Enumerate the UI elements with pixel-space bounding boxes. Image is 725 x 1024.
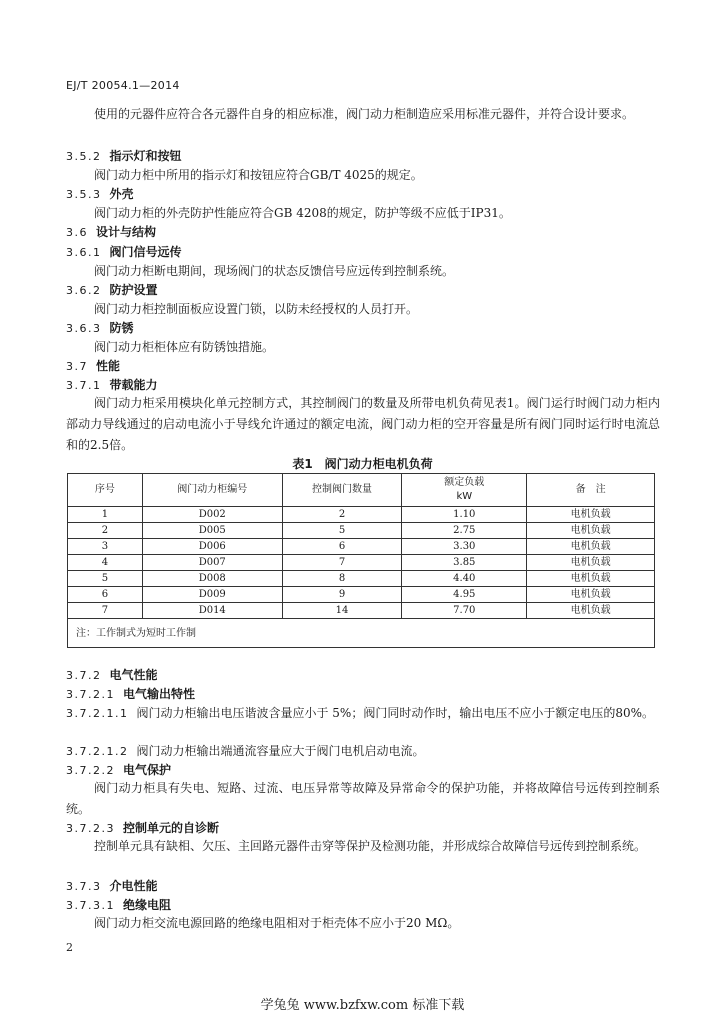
section-number: 3.7	[66, 360, 88, 373]
table-note-row	[68, 619, 655, 648]
section-number: 3.7.2.1	[66, 688, 115, 701]
section-title: 指示灯和按钮	[109, 149, 182, 163]
section-heading	[66, 356, 661, 377]
table-cell: 电机负载	[527, 555, 655, 571]
section-number: 3.7.3	[66, 880, 102, 893]
clause-paragraph	[66, 703, 661, 724]
section-title: 控制单元的自诊断	[122, 821, 219, 835]
table-cell: D014	[142, 603, 282, 619]
motor-load-table	[67, 473, 655, 648]
section-title: 防护设置	[109, 283, 158, 297]
section-number: 3.6.2	[66, 284, 102, 297]
section-number: 3.6.1	[66, 246, 102, 259]
section-number: 3.5.3	[66, 188, 102, 201]
section-heading	[66, 876, 661, 897]
section-title: 电气保护	[122, 763, 171, 777]
column-header	[402, 474, 527, 507]
table-cell: 1.10	[402, 507, 527, 523]
section-number: 3.7.2.2	[66, 764, 115, 777]
table-cell: 6	[282, 539, 402, 555]
table-cell: 电机负载	[527, 507, 655, 523]
section-heading	[66, 184, 661, 205]
section-number: 3.7.1	[66, 379, 102, 392]
table-cell: 4.40	[402, 571, 527, 587]
table-cell: 7.70	[402, 603, 527, 619]
table-cell: D008	[142, 571, 282, 587]
column-header: 阀门动力柜编号	[142, 474, 282, 507]
section-body: 阀门动力柜交流电源回路的绝缘电阻相对于柜壳体不应小于20 MΩ。	[94, 916, 460, 930]
section-body: 控制单元具有缺相、欠压、主回路元器件击穿等保护及检测功能，并形成综合故障信号远传到控制系统。	[94, 839, 647, 853]
standard-header: EJ/T 20054.1—2014	[66, 79, 180, 92]
clause-text: 阀门动力柜输出端通流容量应大于阀门电机启动电流。	[136, 744, 425, 758]
section-number: 3.6.3	[66, 322, 102, 335]
section-body: 阀门动力柜具有失电、短路、过流、电压异常等故障及异常命令的保护功能，并将故障信号远传到控制系统。	[66, 781, 660, 816]
table-caption: 表1 阀门动力柜电机负荷	[292, 457, 433, 471]
section-body: 阀门动力柜采用模块化单元控制方式，其控制阀门的数量及所带电机负荷见表1。阀门运行时阀门动力柜内部动力导线通过的启动电流小于导线允许通过的额定电流，阀门动力柜的空开容量是所有阀门同时运行时电流总和的2.5倍。	[66, 396, 660, 452]
section-title: 防锈	[109, 321, 134, 335]
table-cell: 5	[282, 523, 402, 539]
table-row	[68, 555, 655, 571]
table-cell: 电机负载	[527, 523, 655, 539]
section-heading	[66, 222, 661, 243]
table-cell: D005	[142, 523, 282, 539]
section-body: 阀门动力柜控制面板应设置门锁，以防未经授权的人员打开。	[94, 302, 419, 316]
table-cell: D006	[142, 539, 282, 555]
table-row	[68, 571, 655, 587]
section-title: 阀门信号远传	[109, 245, 182, 259]
section-number: 3.7.2.1.1	[66, 707, 129, 720]
table-cell: 电机负载	[527, 587, 655, 603]
column-header: 备 注	[527, 474, 655, 507]
site-footer: 学兔兔 www.bzfxw.com 标准下载	[260, 998, 465, 1013]
table-cell: D007	[142, 555, 282, 571]
section-heading	[66, 665, 661, 686]
section-body: 阀门动力柜柜体应有防锈蚀措施。	[94, 340, 275, 354]
table-cell: 电机负载	[527, 603, 655, 619]
section-body: 阀门动力柜的外壳防护性能应符合GB 4208的规定，防护等级不应低于IP31。	[94, 206, 511, 220]
intro-paragraph: 使用的元器件应符合各元器件自身的相应标准，阀门动力柜制造应采用标准元器件，并符合设计要求。	[94, 107, 635, 121]
section-title: 带载能力	[109, 378, 158, 392]
table-cell: 6	[68, 587, 143, 603]
column-header-line: 额定负载	[444, 477, 485, 488]
page-number: 2	[66, 941, 73, 954]
table-row	[68, 523, 655, 539]
table-cell: D002	[142, 507, 282, 523]
section-title: 外壳	[109, 187, 134, 201]
table-cell: 14	[282, 603, 402, 619]
clause-paragraph	[66, 741, 661, 762]
clause-text: 阀门动力柜输出电压谐波含量应小于 5%；阀门同时动作时，输出电压不应小于额定电压的80%。	[136, 706, 655, 720]
column-header-unit: kW	[456, 491, 473, 502]
section-number: 3.7.2.1.2	[66, 745, 129, 758]
section-heading	[66, 280, 661, 301]
table-row	[68, 539, 655, 555]
table-cell: 2	[282, 507, 402, 523]
table-cell: D009	[142, 587, 282, 603]
section-title: 设计与结构	[96, 225, 157, 239]
table-cell: 1	[68, 507, 143, 523]
section-number: 3.7.2.3	[66, 822, 115, 835]
section-title: 介电性能	[109, 879, 158, 893]
table-header-row	[68, 474, 655, 507]
column-header: 序号	[68, 474, 143, 507]
table-cell: 3.30	[402, 539, 527, 555]
table-cell: 7	[68, 603, 143, 619]
section-heading	[66, 318, 661, 339]
section-body: 阀门动力柜中所用的指示灯和按钮应符合GB/T 4025的规定。	[94, 168, 423, 182]
table-cell: 9	[282, 587, 402, 603]
table-row	[68, 603, 655, 619]
section-heading	[66, 146, 661, 167]
section-number: 3.6	[66, 226, 88, 239]
table-cell: 7	[282, 555, 402, 571]
table-cell: 3.85	[402, 555, 527, 571]
section-number: 3.5.2	[66, 150, 102, 163]
section-number: 3.7.2	[66, 669, 102, 682]
table-note: 注：工作制式为短时工作制	[68, 619, 655, 648]
table-cell: 电机负载	[527, 571, 655, 587]
table-cell: 电机负载	[527, 539, 655, 555]
section-heading	[66, 242, 661, 263]
table-cell: 2.75	[402, 523, 527, 539]
section-body: 阀门动力柜断电期间，现场阀门的状态反馈信号应远传到控制系统。	[94, 264, 455, 278]
table-row	[68, 507, 655, 523]
table-cell: 2	[68, 523, 143, 539]
table-row	[68, 587, 655, 603]
section-number: 3.7.3.1	[66, 899, 115, 912]
section-title: 电气输出特性	[122, 687, 195, 701]
table-cell: 8	[282, 571, 402, 587]
section-title: 性能	[96, 359, 121, 373]
table-cell: 4	[68, 555, 143, 571]
section-title: 绝缘电阻	[122, 898, 171, 912]
section-title: 电气性能	[109, 668, 158, 682]
section-heading	[66, 684, 661, 705]
table-cell: 3	[68, 539, 143, 555]
table-cell: 5	[68, 571, 143, 587]
table-cell: 4.95	[402, 587, 527, 603]
column-header: 控制阀门数量	[282, 474, 402, 507]
